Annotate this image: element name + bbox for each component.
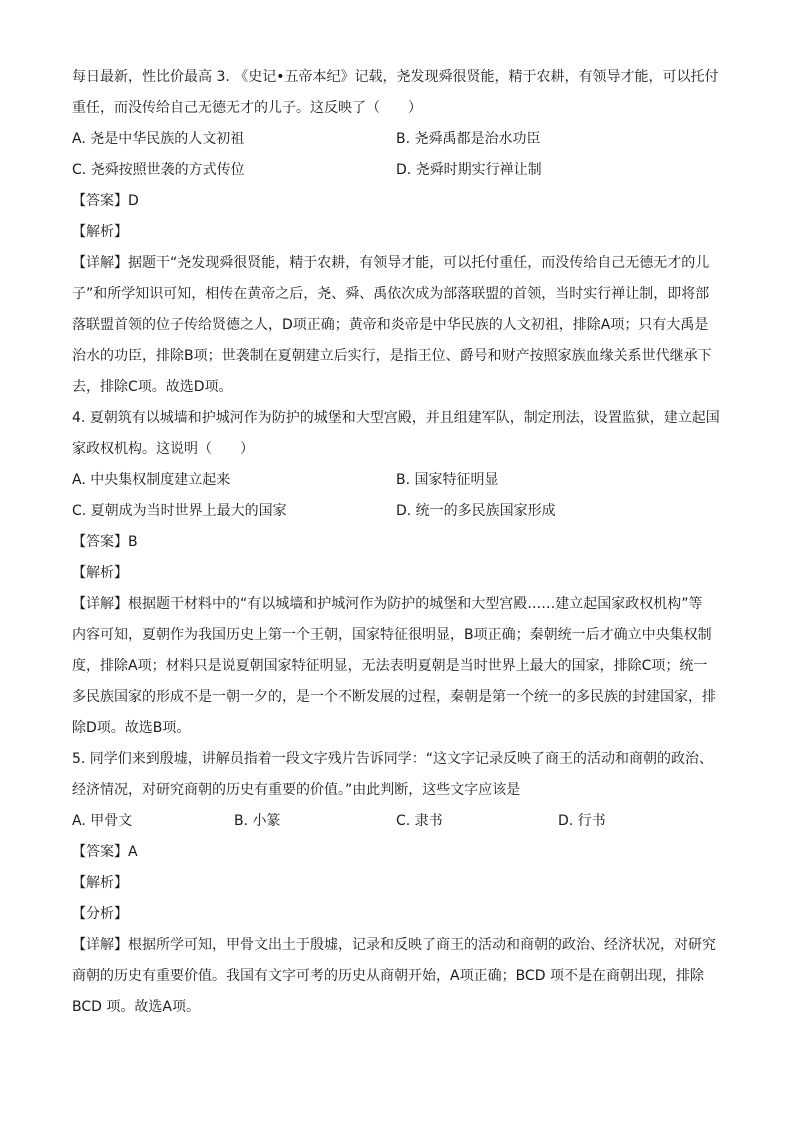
question-4-detail-line-5: 除D项。故选B项。 <box>72 720 191 736</box>
question-5-fenxi-label: 【分析】 <box>72 906 128 922</box>
question-3-detail-line-3: 落联盟首领的位子传给贤德之人，D项正确；黄帝和炎帝是中华民族的人文初祖，排除A项；只有大禹是 <box>72 317 709 333</box>
question-3-option-b: B. 尧舜禹都是治水功臣 <box>396 131 541 147</box>
question-4-stem-line-1: 4. 夏朝筑有以城墙和护城河作为防护的城堡和大型宫殿，并且组建军队，制定刑法，设置监狱，建立起国 <box>72 410 720 426</box>
question-3-option-d: D. 尧舜时期实行禅让制 <box>396 162 542 178</box>
question-5 <box>72 744 722 1023</box>
question-5-options <box>72 806 722 837</box>
question-3-option-a: A. 尧是中华民族的人文初祖 <box>72 131 245 147</box>
question-4-detail-line-1: 【详解】根据题干材料中的“有以城墙和护城河作为防护的城堡和大型宫殿……建立起国家政权机构”等 <box>72 596 703 612</box>
question-4-stem-line-2: 家政权机构。这说明（ ） <box>72 441 254 457</box>
question-5-option-c: C. 隶书 <box>396 813 443 829</box>
question-5-detail-line-2: 商朝的历史有重要价值。我国有文字可考的历史从商朝开始，A项正确；BCD 项不是在商朝出现，排除 <box>72 968 704 984</box>
question-5-analysis-label: 【解析】 <box>72 875 128 891</box>
question-5-stem-line-1: 5. 同学们来到殷墟，讲解员指着一段文字残片告诉同学：“这文字记录反映了商王的活动和商朝的政治、 <box>72 751 714 767</box>
question-4-detail-line-4: 多民族国家的形成不是一朝一夕的，是一个不断发展的过程，秦朝是第一个统一的多民族的封建国家，排 <box>72 689 716 705</box>
question-4-option-b: B. 国家特征明显 <box>396 472 499 488</box>
question-3-detail-line-5: 去，排除C项。故选D项。 <box>72 379 233 395</box>
question-3-stem-line-1: 每日最新，性比价最高 3. 《史记•五帝本纪》记载，尧发现舜很贤能，精于农耕，有领导才能，可以托付 <box>72 69 719 85</box>
question-5-detail-line-1: 【详解】根据所学可知，甲骨文出土于殷墟，记录和反映了商王的活动和商朝的政治、经济状况，对研究 <box>72 937 716 953</box>
question-4-answer: 【答案】B <box>72 534 138 550</box>
question-3-stem-line-2: 重任，而没传给自己无德无才的儿子。这反映了（ ） <box>72 100 422 116</box>
question-3-analysis-label: 【解析】 <box>72 224 128 240</box>
question-5-option-a: A. 甲骨文 <box>72 813 133 829</box>
question-3-answer: 【答案】D <box>72 193 139 209</box>
question-5-answer: 【答案】A <box>72 844 138 860</box>
question-4-option-d: D. 统一的多民族国家形成 <box>396 503 556 519</box>
question-5-option-d: D. 行书 <box>558 813 606 829</box>
question-3-detail-line-1: 【详解】据题干“尧发现舜很贤能，精于农耕，有领导才能，可以托付重任，而没传给自己无德无才的儿 <box>72 255 710 271</box>
question-4 <box>72 403 722 744</box>
question-3-options <box>72 124 722 186</box>
document-content <box>72 62 722 1023</box>
question-4-option-c: C. 夏朝成为当时世界上最大的国家 <box>72 503 287 519</box>
question-5-detail-line-3: BCD 项。故选A项。 <box>72 999 200 1015</box>
question-4-options <box>72 465 722 527</box>
question-4-option-a: A. 中央集权制度建立起来 <box>72 472 231 488</box>
question-3-detail-line-2: 子”和所学知识可知，相传在黄帝之后，尧、舜、禹依次成为部落联盟的首领，当时实行禅让制，即将部 <box>72 286 710 302</box>
question-3 <box>72 62 722 403</box>
question-3-option-c: C. 尧舜按照世袭的方式传位 <box>72 162 245 178</box>
question-5-option-b: B. 小篆 <box>234 813 281 829</box>
question-4-detail-line-2: 内容可知，夏朝作为我国历史上第一个王朝，国家特征很明显，B项正确；秦朝统一后才确立中央集权制 <box>72 627 712 643</box>
question-5-stem-line-2: 经济情况，对研究商朝的历史有重要的价值。”由此判断，这些文字应该是 <box>72 782 521 798</box>
question-3-detail-line-4: 治水的功臣，排除B项；世袭制在夏朝建立后实行，是指王位、爵号和财产按照家族血缘关系世代继承下 <box>72 348 712 364</box>
question-4-analysis-label: 【解析】 <box>72 565 128 581</box>
question-4-detail-line-3: 度，排除A项；材料只是说夏朝国家特征明显，无法表明夏朝是当时世界上最大的国家，排除C项；统一 <box>72 658 708 674</box>
